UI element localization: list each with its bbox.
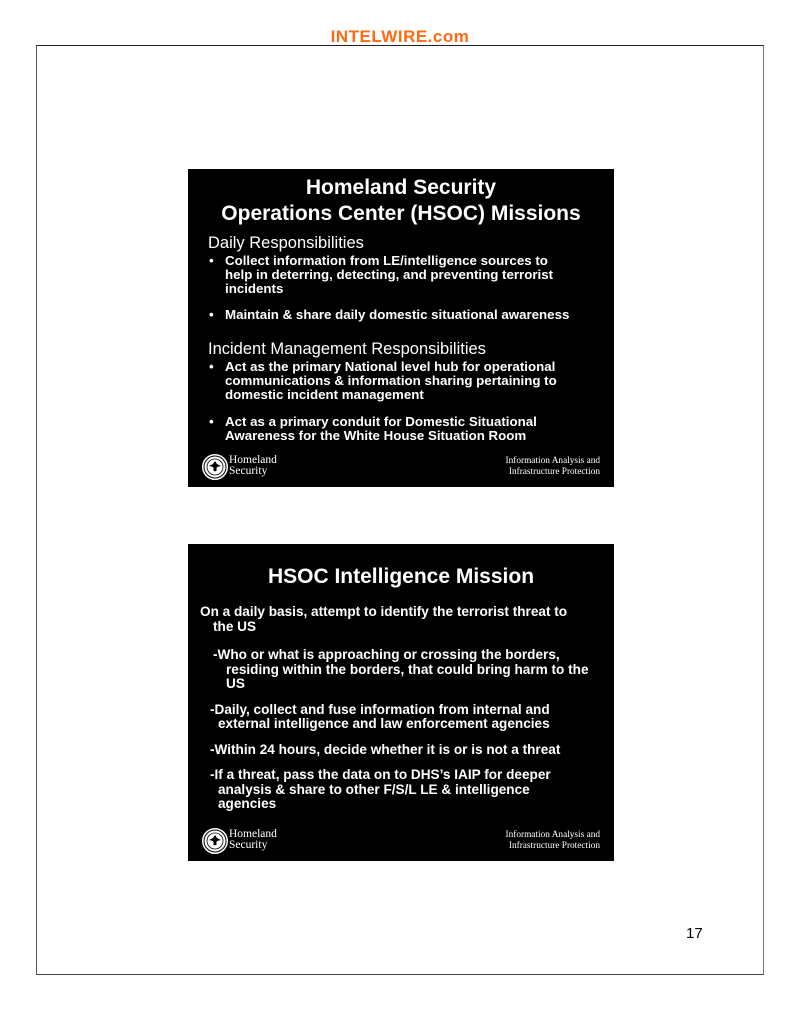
org-name [229, 455, 277, 477]
bullet-line: Awareness for the White House Situation Room [225, 428, 527, 443]
watermark: INTELWIRE.com [330, 27, 470, 46]
bullet-line: communications & information sharing pertaining to [225, 373, 557, 388]
bullet-glyph: • [209, 253, 214, 268]
dhs-seal-icon [202, 454, 228, 480]
daily-bullets [188, 254, 614, 322]
org-line: Security [229, 465, 268, 477]
item-line: external intelligence and law enforcement agencies [218, 716, 550, 731]
bullet-glyph: • [209, 359, 214, 374]
item-line: -Who or what is approaching or crossing the borders, [213, 647, 560, 662]
division-line: Infrastructure Protection [508, 467, 600, 477]
bullet-item [188, 254, 614, 296]
bullet-item [188, 415, 614, 443]
mission-item [210, 768, 614, 812]
lead-line: On a daily basis, attempt to identify the terrorist threat to [200, 604, 568, 619]
bullet-line: help in deterring, detecting, and preventing terrorist [225, 267, 554, 282]
org-line: Security [229, 839, 268, 851]
item-line: -If a threat, pass the data on to DHS’s IAIP for deeper [210, 767, 551, 782]
bullet-line: Collect information from LE/intelligence sources to [225, 253, 548, 268]
slide-hsoc-intelligence [188, 544, 614, 861]
division-line: Information Analysis and [505, 830, 600, 840]
mission-item [213, 648, 614, 692]
incident-bullets [188, 360, 614, 443]
slide-footer [188, 454, 614, 482]
slide-title: HSOC Intelligence Mission [267, 565, 535, 588]
bullet-line: Act as a primary conduit for Domestic Situational [225, 414, 537, 429]
org-name [229, 829, 277, 851]
division-line: Information Analysis and [505, 456, 600, 466]
lead-paragraph [200, 604, 604, 634]
bullet-item [188, 308, 614, 322]
slide-title [188, 169, 614, 227]
bullet-line: Maintain & share daily domestic situational awareness [225, 307, 570, 322]
org-line: Homeland [229, 454, 277, 466]
bullet-line: domestic incident management [225, 387, 424, 402]
lead-line: the US [213, 619, 257, 634]
bullet-line: Act as the primary National level hub for operational [225, 359, 556, 374]
section-heading-daily: Daily Responsibilities [208, 234, 364, 252]
bullet-glyph: • [209, 414, 214, 429]
section-heading-incident: Incident Management Responsibilities [208, 340, 486, 358]
bullet-line: incidents [225, 281, 284, 296]
division-name [505, 830, 600, 852]
item-line: residing within the borders, that could bring harm to the [226, 661, 589, 677]
item-line: US [226, 676, 245, 691]
bullet-item [188, 360, 614, 402]
dhs-seal-icon [202, 828, 228, 854]
item-line: -Daily, collect and fuse information from internal and [210, 701, 550, 717]
item-line: analysis & share to other F/S/L LE & intelligence [218, 781, 530, 797]
division-name [505, 456, 600, 478]
title-line-2: Operations Center (HSOC) Missions [221, 202, 581, 225]
title-line-1: Homeland Security [305, 176, 497, 199]
slide-footer [188, 828, 614, 856]
page-number: 17 [686, 925, 703, 942]
mission-item [210, 703, 614, 732]
mission-item [210, 743, 614, 758]
item-line: agencies [218, 796, 277, 811]
item-line: -Within 24 hours, decide whether it is or is not a threat [210, 741, 561, 757]
slide-hsoc-missions [188, 169, 614, 487]
org-line: Homeland [229, 828, 277, 840]
division-line: Infrastructure Protection [508, 841, 600, 851]
bullet-glyph: • [209, 307, 214, 322]
